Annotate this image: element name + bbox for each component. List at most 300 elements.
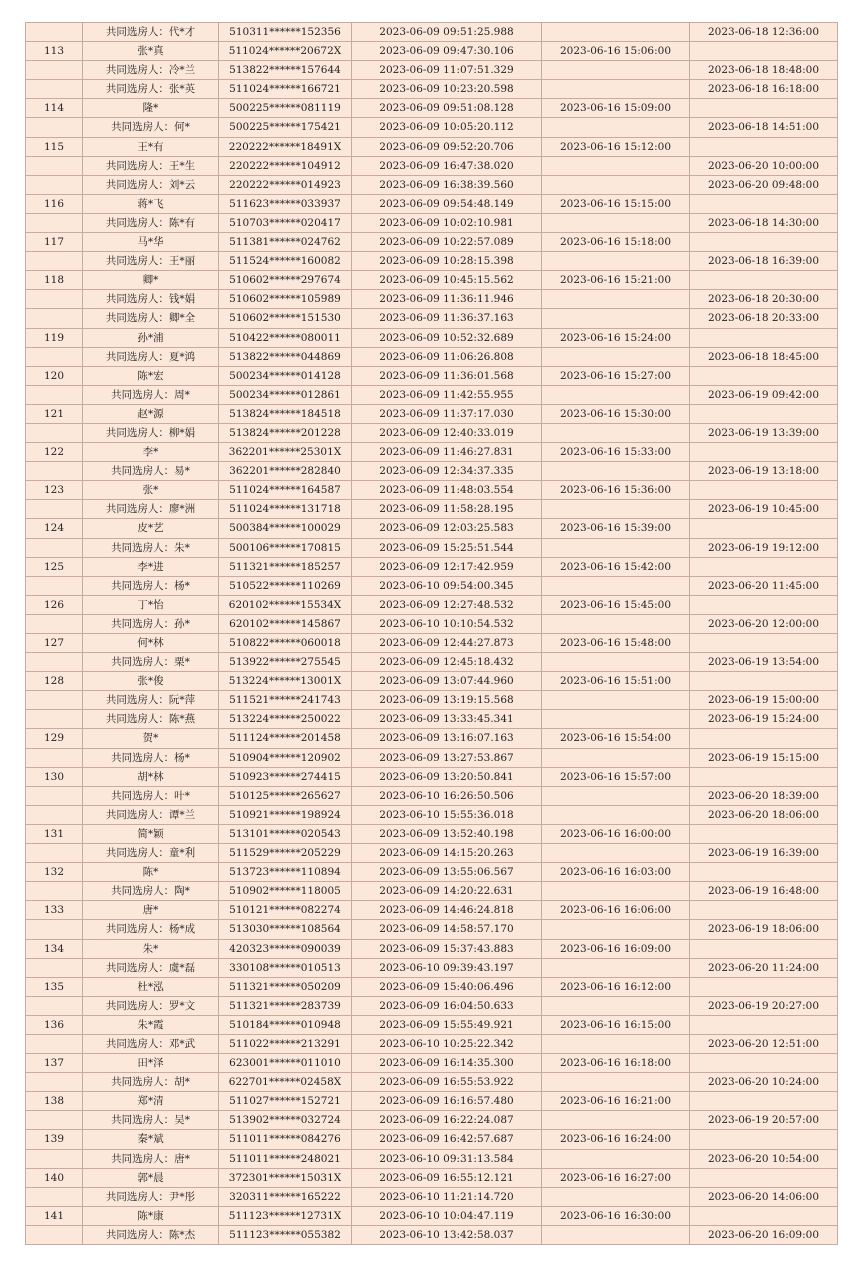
row-number-cell: 127 [26, 634, 83, 653]
row-number-cell [26, 290, 83, 309]
row-number-cell [26, 252, 83, 271]
id-number-cell: 513030******108564 [219, 920, 352, 939]
co-buyer-time-cell [690, 233, 838, 252]
co-buyer-time-cell: 2023-06-18 20:30:00 [690, 290, 838, 309]
applicant-name-cell: 杜*泓 [83, 978, 219, 997]
registration-time-cell: 2023-06-10 13:42:58.037 [352, 1226, 542, 1245]
selection-time-cell [542, 710, 690, 729]
applicant-name-cell: 共同选房人：何* [83, 118, 219, 137]
row-number-cell [26, 1073, 83, 1092]
registration-time-cell: 2023-06-09 11:58:28.195 [352, 500, 542, 519]
co-buyer-time-cell: 2023-06-20 18:06:00 [690, 806, 838, 825]
table-row [26, 978, 838, 997]
applicant-name-cell: 共同选房人：胡* [83, 1073, 219, 1092]
table-row [26, 615, 838, 634]
selection-time-cell: 2023-06-16 16:15:00 [542, 1016, 690, 1035]
selection-time-cell [542, 844, 690, 863]
row-number-cell: 121 [26, 405, 83, 424]
co-buyer-time-cell [690, 519, 838, 538]
id-number-cell: 511524******160082 [219, 252, 352, 271]
co-buyer-time-cell: 2023-06-20 09:48:00 [690, 176, 838, 195]
table-row [26, 729, 838, 748]
row-number-cell [26, 118, 83, 137]
table-row [26, 367, 838, 386]
table-row [26, 901, 838, 920]
row-number-cell: 130 [26, 768, 83, 787]
table-row [26, 157, 838, 176]
selection-time-cell: 2023-06-16 15:24:00 [542, 329, 690, 348]
selection-time-cell [542, 920, 690, 939]
row-number-cell: 115 [26, 138, 83, 157]
row-number-cell: 140 [26, 1169, 83, 1188]
selection-time-cell: 2023-06-16 15:36:00 [542, 481, 690, 500]
co-buyer-time-cell [690, 1054, 838, 1073]
table-row [26, 577, 838, 596]
id-number-cell: 500106******170815 [219, 539, 352, 558]
id-number-cell: 510822******060018 [219, 634, 352, 653]
row-number-cell: 124 [26, 519, 83, 538]
id-number-cell: 511011******248021 [219, 1150, 352, 1169]
applicant-name-cell: 秦*斌 [83, 1130, 219, 1149]
selection-time-cell [542, 749, 690, 768]
co-buyer-time-cell: 2023-06-19 20:57:00 [690, 1111, 838, 1130]
applicant-name-cell: 共同选房人：周* [83, 386, 219, 405]
id-number-cell: 500234******014128 [219, 367, 352, 386]
table-row [26, 558, 838, 577]
allocation-table [25, 22, 838, 1245]
registration-time-cell: 2023-06-09 16:16:57.480 [352, 1092, 542, 1111]
table-row [26, 844, 838, 863]
id-number-cell: 511321******185257 [219, 558, 352, 577]
selection-time-cell: 2023-06-16 16:00:00 [542, 825, 690, 844]
id-number-cell: 513723******110894 [219, 863, 352, 882]
co-buyer-time-cell: 2023-06-19 16:48:00 [690, 882, 838, 901]
selection-time-cell [542, 1073, 690, 1092]
table-row [26, 23, 838, 42]
co-buyer-time-cell [690, 1130, 838, 1149]
table-row [26, 309, 838, 328]
id-number-cell: 510602******297674 [219, 271, 352, 290]
selection-time-cell: 2023-06-16 15:39:00 [542, 519, 690, 538]
selection-time-cell [542, 1035, 690, 1054]
id-number-cell: 500234******012861 [219, 386, 352, 405]
table-row [26, 252, 838, 271]
selection-time-cell: 2023-06-16 16:18:00 [542, 1054, 690, 1073]
id-number-cell: 220222******104912 [219, 157, 352, 176]
table-row [26, 329, 838, 348]
co-buyer-time-cell [690, 405, 838, 424]
co-buyer-time-cell: 2023-06-19 16:39:00 [690, 844, 838, 863]
id-number-cell: 510602******151530 [219, 309, 352, 328]
selection-time-cell: 2023-06-16 16:12:00 [542, 978, 690, 997]
applicant-name-cell: 共同选房人：杨*成 [83, 920, 219, 939]
id-number-cell: 513902******032724 [219, 1111, 352, 1130]
selection-time-cell [542, 1188, 690, 1207]
applicant-name-cell: 陈*宏 [83, 367, 219, 386]
registration-time-cell: 2023-06-09 13:55:06.567 [352, 863, 542, 882]
selection-time-cell [542, 290, 690, 309]
registration-time-cell: 2023-06-09 13:27:53.867 [352, 749, 542, 768]
registration-time-cell: 2023-06-09 09:47:30.106 [352, 42, 542, 61]
table-row [26, 768, 838, 787]
co-buyer-time-cell: 2023-06-19 13:54:00 [690, 653, 838, 672]
id-number-cell: 620102******145867 [219, 615, 352, 634]
co-buyer-time-cell: 2023-06-20 16:09:00 [690, 1226, 838, 1245]
registration-time-cell: 2023-06-09 13:07:44.960 [352, 672, 542, 691]
table-row [26, 1130, 838, 1149]
selection-time-cell [542, 500, 690, 519]
applicant-name-cell: 共同选房人：易* [83, 462, 219, 481]
registration-time-cell: 2023-06-10 16:26:50.506 [352, 787, 542, 806]
row-number-cell: 120 [26, 367, 83, 386]
selection-time-cell [542, 462, 690, 481]
applicant-name-cell: 共同选房人：王*丽 [83, 252, 219, 271]
row-number-cell: 138 [26, 1092, 83, 1111]
co-buyer-time-cell [690, 634, 838, 653]
id-number-cell: 362201******282840 [219, 462, 352, 481]
co-buyer-time-cell: 2023-06-20 12:51:00 [690, 1035, 838, 1054]
selection-time-cell: 2023-06-16 15:12:00 [542, 138, 690, 157]
row-number-cell: 135 [26, 978, 83, 997]
table-row [26, 519, 838, 538]
applicant-name-cell: 共同选房人：张*英 [83, 80, 219, 99]
co-buyer-time-cell: 2023-06-19 15:24:00 [690, 710, 838, 729]
selection-time-cell [542, 23, 690, 42]
co-buyer-time-cell: 2023-06-18 20:33:00 [690, 309, 838, 328]
co-buyer-time-cell [690, 99, 838, 118]
row-number-cell: 137 [26, 1054, 83, 1073]
registration-time-cell: 2023-06-09 11:36:37.163 [352, 309, 542, 328]
registration-time-cell: 2023-06-09 12:40:33.019 [352, 424, 542, 443]
id-number-cell: 511022******213291 [219, 1035, 352, 1054]
selection-time-cell: 2023-06-16 15:21:00 [542, 271, 690, 290]
registration-time-cell: 2023-06-09 16:42:57.687 [352, 1130, 542, 1149]
table-row [26, 672, 838, 691]
selection-time-cell [542, 214, 690, 233]
selection-time-cell: 2023-06-16 16:03:00 [542, 863, 690, 882]
table-row [26, 940, 838, 959]
applicant-name-cell: 共同选房人：唐* [83, 1150, 219, 1169]
id-number-cell: 511623******033937 [219, 195, 352, 214]
table-row [26, 1207, 838, 1226]
co-buyer-time-cell: 2023-06-19 13:18:00 [690, 462, 838, 481]
table-row [26, 997, 838, 1016]
registration-time-cell: 2023-06-09 10:02:10.981 [352, 214, 542, 233]
applicant-name-cell: 共同选房人：杨* [83, 577, 219, 596]
row-number-cell: 126 [26, 596, 83, 615]
applicant-name-cell: 皮*艺 [83, 519, 219, 538]
id-number-cell: 511381******024762 [219, 233, 352, 252]
table-row [26, 1111, 838, 1130]
table-row [26, 749, 838, 768]
applicant-name-cell: 张*真 [83, 42, 219, 61]
selection-time-cell [542, 252, 690, 271]
table-row [26, 596, 838, 615]
row-number-cell [26, 500, 83, 519]
applicant-name-cell: 蒋*飞 [83, 195, 219, 214]
table-row [26, 271, 838, 290]
registration-time-cell: 2023-06-09 10:05:20.112 [352, 118, 542, 137]
id-number-cell: 510703******020417 [219, 214, 352, 233]
registration-time-cell: 2023-06-09 13:19:15.568 [352, 691, 542, 710]
co-buyer-time-cell: 2023-06-19 10:45:00 [690, 500, 838, 519]
selection-time-cell [542, 1226, 690, 1245]
id-number-cell: 511321******283739 [219, 997, 352, 1016]
co-buyer-time-cell: 2023-06-19 20:27:00 [690, 997, 838, 1016]
applicant-name-cell: 共同选房人：童*利 [83, 844, 219, 863]
selection-time-cell: 2023-06-16 15:42:00 [542, 558, 690, 577]
selection-time-cell [542, 157, 690, 176]
table-row [26, 920, 838, 939]
row-number-cell [26, 214, 83, 233]
co-buyer-time-cell: 2023-06-19 09:42:00 [690, 386, 838, 405]
table-row [26, 195, 838, 214]
row-number-cell [26, 1150, 83, 1169]
registration-time-cell: 2023-06-09 13:52:40.198 [352, 825, 542, 844]
row-number-cell [26, 1226, 83, 1245]
row-number-cell: 131 [26, 825, 83, 844]
row-number-cell: 114 [26, 99, 83, 118]
registration-time-cell: 2023-06-09 11:07:51.329 [352, 61, 542, 80]
id-number-cell: 510125******265627 [219, 787, 352, 806]
applicant-name-cell: 隆* [83, 99, 219, 118]
table-row [26, 653, 838, 672]
applicant-name-cell: 贺* [83, 729, 219, 748]
selection-time-cell: 2023-06-16 15:45:00 [542, 596, 690, 615]
id-number-cell: 510921******198924 [219, 806, 352, 825]
co-buyer-time-cell [690, 940, 838, 959]
row-number-cell: 141 [26, 1207, 83, 1226]
row-number-cell [26, 653, 83, 672]
table-row [26, 443, 838, 462]
co-buyer-time-cell: 2023-06-20 10:24:00 [690, 1073, 838, 1092]
registration-time-cell: 2023-06-09 11:42:55.955 [352, 386, 542, 405]
table-row [26, 138, 838, 157]
row-number-cell [26, 997, 83, 1016]
id-number-cell: 510121******082274 [219, 901, 352, 920]
table-row [26, 1092, 838, 1111]
id-number-cell: 511123******055382 [219, 1226, 352, 1245]
row-number-cell: 118 [26, 271, 83, 290]
co-buyer-time-cell: 2023-06-19 18:06:00 [690, 920, 838, 939]
selection-time-cell: 2023-06-16 15:48:00 [542, 634, 690, 653]
id-number-cell: 500225******081119 [219, 99, 352, 118]
row-number-cell [26, 462, 83, 481]
applicant-name-cell: 共同选房人：阮*萍 [83, 691, 219, 710]
id-number-cell: 511123******12731X [219, 1207, 352, 1226]
id-number-cell: 510904******120902 [219, 749, 352, 768]
registration-time-cell: 2023-06-09 16:04:50.633 [352, 997, 542, 1016]
applicant-name-cell: 丁*怡 [83, 596, 219, 615]
applicant-name-cell: 共同选房人：邓*武 [83, 1035, 219, 1054]
row-number-cell [26, 1111, 83, 1130]
id-number-cell: 511024******164587 [219, 481, 352, 500]
table-row [26, 959, 838, 978]
co-buyer-time-cell: 2023-06-18 18:48:00 [690, 61, 838, 80]
table-row [26, 1035, 838, 1054]
co-buyer-time-cell: 2023-06-20 14:06:00 [690, 1188, 838, 1207]
row-number-cell [26, 787, 83, 806]
selection-time-cell [542, 1150, 690, 1169]
applicant-name-cell: 共同选房人：夏*鸿 [83, 348, 219, 367]
co-buyer-time-cell: 2023-06-20 18:39:00 [690, 787, 838, 806]
table-row [26, 99, 838, 118]
co-buyer-time-cell [690, 558, 838, 577]
selection-time-cell: 2023-06-16 15:06:00 [542, 42, 690, 61]
registration-time-cell: 2023-06-10 11:21:14.720 [352, 1188, 542, 1207]
selection-time-cell: 2023-06-16 15:15:00 [542, 195, 690, 214]
id-number-cell: 513824******184518 [219, 405, 352, 424]
selection-time-cell [542, 386, 690, 405]
table-row [26, 386, 838, 405]
row-number-cell: 139 [26, 1130, 83, 1149]
table-row [26, 290, 838, 309]
id-number-cell: 511024******20672X [219, 42, 352, 61]
registration-time-cell: 2023-06-09 16:55:53.922 [352, 1073, 542, 1092]
row-number-cell [26, 577, 83, 596]
selection-time-cell [542, 787, 690, 806]
id-number-cell: 620102******15534X [219, 596, 352, 615]
applicant-name-cell: 共同选房人：杨* [83, 749, 219, 768]
applicant-name-cell: 张* [83, 481, 219, 500]
row-number-cell [26, 539, 83, 558]
id-number-cell: 320311******165222 [219, 1188, 352, 1207]
table-row [26, 1073, 838, 1092]
applicant-name-cell: 共同选房人：代*才 [83, 23, 219, 42]
table-row [26, 405, 838, 424]
co-buyer-time-cell [690, 863, 838, 882]
registration-time-cell: 2023-06-09 10:45:15.562 [352, 271, 542, 290]
table-row [26, 1188, 838, 1207]
row-number-cell: 122 [26, 443, 83, 462]
table-row [26, 42, 838, 61]
registration-time-cell: 2023-06-09 09:51:08.128 [352, 99, 542, 118]
row-number-cell: 113 [26, 42, 83, 61]
row-number-cell [26, 309, 83, 328]
co-buyer-time-cell [690, 596, 838, 615]
registration-time-cell: 2023-06-09 16:38:39.560 [352, 176, 542, 195]
id-number-cell: 500384******100029 [219, 519, 352, 538]
selection-time-cell [542, 539, 690, 558]
applicant-name-cell: 共同选房人：谭*兰 [83, 806, 219, 825]
applicant-name-cell: 共同选房人：刘*云 [83, 176, 219, 195]
row-number-cell: 119 [26, 329, 83, 348]
applicant-name-cell: 共同选房人：陈*杰 [83, 1226, 219, 1245]
registration-time-cell: 2023-06-09 12:17:42.959 [352, 558, 542, 577]
selection-time-cell [542, 309, 690, 328]
id-number-cell: 511521******241743 [219, 691, 352, 710]
table-row [26, 118, 838, 137]
selection-time-cell [542, 577, 690, 596]
applicant-name-cell: 赵*源 [83, 405, 219, 424]
id-number-cell: 510902******118005 [219, 882, 352, 901]
registration-time-cell: 2023-06-10 10:04:47.119 [352, 1207, 542, 1226]
co-buyer-time-cell: 2023-06-18 18:45:00 [690, 348, 838, 367]
table-row [26, 424, 838, 443]
row-number-cell [26, 749, 83, 768]
applicant-name-cell: 郭*晨 [83, 1169, 219, 1188]
co-buyer-time-cell: 2023-06-20 10:54:00 [690, 1150, 838, 1169]
table-row [26, 825, 838, 844]
registration-time-cell: 2023-06-09 14:58:57.170 [352, 920, 542, 939]
applicant-name-cell: 田*泽 [83, 1054, 219, 1073]
id-number-cell: 513822******157644 [219, 61, 352, 80]
registration-time-cell: 2023-06-09 15:40:06.496 [352, 978, 542, 997]
registration-time-cell: 2023-06-09 16:22:24.087 [352, 1111, 542, 1130]
co-buyer-time-cell [690, 481, 838, 500]
id-number-cell: 420323******090039 [219, 940, 352, 959]
id-number-cell: 510522******110269 [219, 577, 352, 596]
row-number-cell: 128 [26, 672, 83, 691]
id-number-cell: 511529******205229 [219, 844, 352, 863]
applicant-name-cell: 张*俊 [83, 672, 219, 691]
table-row [26, 1150, 838, 1169]
applicant-name-cell: 孙*浦 [83, 329, 219, 348]
co-buyer-time-cell [690, 729, 838, 748]
row-number-cell [26, 959, 83, 978]
selection-time-cell: 2023-06-16 15:57:00 [542, 768, 690, 787]
table-row [26, 481, 838, 500]
selection-time-cell [542, 806, 690, 825]
co-buyer-time-cell: 2023-06-20 12:00:00 [690, 615, 838, 634]
registration-time-cell: 2023-06-09 10:28:15.398 [352, 252, 542, 271]
id-number-cell: 513922******275545 [219, 653, 352, 672]
id-number-cell: 513224******250022 [219, 710, 352, 729]
registration-time-cell: 2023-06-10 10:10:54.532 [352, 615, 542, 634]
id-number-cell: 513224******13001X [219, 672, 352, 691]
table-row [26, 348, 838, 367]
selection-time-cell [542, 882, 690, 901]
co-buyer-time-cell [690, 1092, 838, 1111]
table-row [26, 539, 838, 558]
registration-time-cell: 2023-06-09 09:52:20.706 [352, 138, 542, 157]
registration-time-cell: 2023-06-09 12:44:27.873 [352, 634, 542, 653]
table-row [26, 787, 838, 806]
co-buyer-time-cell [690, 1207, 838, 1226]
id-number-cell: 500225******175421 [219, 118, 352, 137]
co-buyer-time-cell [690, 901, 838, 920]
id-number-cell: 513101******020543 [219, 825, 352, 844]
co-buyer-time-cell: 2023-06-19 19:12:00 [690, 539, 838, 558]
registration-time-cell: 2023-06-09 14:46:24.818 [352, 901, 542, 920]
row-number-cell [26, 691, 83, 710]
table-row [26, 1169, 838, 1188]
applicant-name-cell: 共同选房人：栗* [83, 653, 219, 672]
registration-time-cell: 2023-06-09 11:48:03.554 [352, 481, 542, 500]
row-number-cell: 123 [26, 481, 83, 500]
selection-time-cell [542, 691, 690, 710]
co-buyer-time-cell: 2023-06-20 10:00:00 [690, 157, 838, 176]
co-buyer-time-cell: 2023-06-20 11:24:00 [690, 959, 838, 978]
applicant-name-cell: 共同选房人：王*生 [83, 157, 219, 176]
row-number-cell [26, 844, 83, 863]
applicant-name-cell: 共同选房人：叶* [83, 787, 219, 806]
registration-time-cell: 2023-06-09 12:03:25.583 [352, 519, 542, 538]
row-number-cell [26, 61, 83, 80]
applicant-name-cell: 朱*霞 [83, 1016, 219, 1035]
registration-time-cell: 2023-06-09 16:14:35.300 [352, 1054, 542, 1073]
row-number-cell: 133 [26, 901, 83, 920]
id-number-cell: 623001******011010 [219, 1054, 352, 1073]
applicant-name-cell: 共同选房人：朱* [83, 539, 219, 558]
table-row [26, 61, 838, 80]
applicant-name-cell: 共同选房人：陈*燕 [83, 710, 219, 729]
selection-time-cell [542, 61, 690, 80]
applicant-name-cell: 马*华 [83, 233, 219, 252]
co-buyer-time-cell [690, 195, 838, 214]
applicant-name-cell: 胡*林 [83, 768, 219, 787]
applicant-name-cell: 共同选房人：廖*洲 [83, 500, 219, 519]
